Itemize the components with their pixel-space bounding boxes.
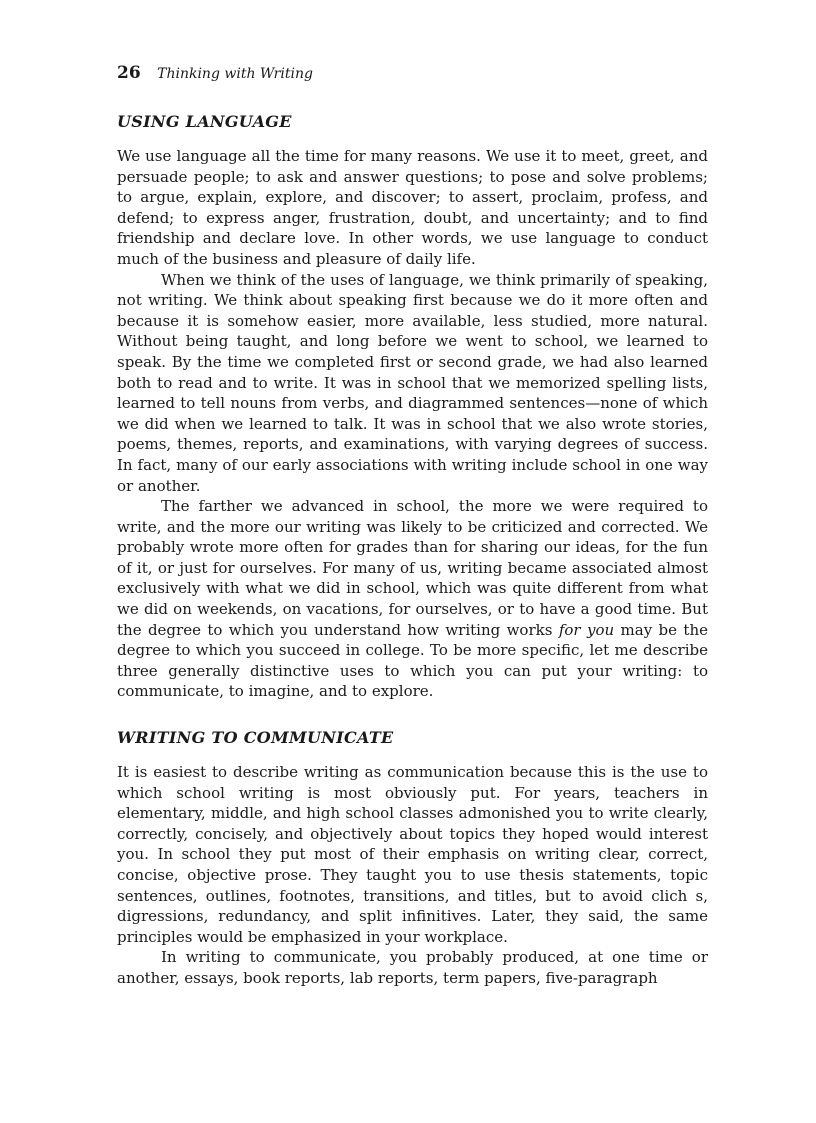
paragraph: It is easiest to describe writing as communication because this is the use to which school writing is most obviously put. For years, teachers in elementary, middle, and high school classes admonished you to write clearly, correctly, concisely, and objectively about topics they hoped would interest you. In school they put most of their emphasis on writing clear, correct, concise, objective prose. They taught you to use thesis statements, topic sentences, outlines, footnotes, transitions, and titles, but to avoid clich s, digressions, redundancy, and split infinitives. Later, they said, the same principles would be emphasized in your workplace. <box>117 763 708 946</box>
paragraph-text: The farther we advanced in school, the more we were required to write, and the more our writing was likely to be criticized and corrected. We probably wrote more often for grades than for sharing our ideas, for the fun of it, or just for ourselves. For many of us, writing became associated almost exclusively with what we did in school, which was quite different from what we did on weekends, on vacations, for ourselves, or to have a good time. But the degree to which you understand how writing works <box>117 497 708 639</box>
running-title: Thinking with Writing <box>157 66 313 82</box>
book-page <box>117 60 708 989</box>
section-heading-writing-to-communicate: WRITING TO COMMUNICATE <box>117 728 394 748</box>
page-number: 26 <box>117 63 141 83</box>
paragraph: We use language all the time for many reasons. We use it to meet, greet, and persuade people; to ask and answer questions; to pose and solve problems; to argue, explain, explore, and discover; to assert, proclaim, profess, and defend; to express anger, frustration, doubt, and uncertainty; and to find friendship and declare love. In other words, we use language to conduct much of the business and pleasure of daily life. <box>117 147 708 268</box>
section-heading-using-language: USING LANGUAGE <box>117 112 292 131</box>
running-head <box>117 60 708 86</box>
paragraph: When we think of the uses of language, we think primarily of speaking, not writing. We think about speaking first because we do it more often and because it is somehow easier, more available, less studied, more natural. Without being taught, and long before we went to school, we learned to speak. By the time we completed first or second grade, we had also learned both to read and to write. It was in school that we memorized spelling lists, learned to tell nouns from verbs, and diagrammed sentences—none of which we did when we learned to talk. It was in school that we also wrote stories, poems, themes, reports, and examinations, with varying degrees of success. In fact, many of our early associations with writing include school in one way or another. <box>117 270 708 495</box>
paragraph: In writing to communicate, you probably produced, at one time or another, essays, book reports, lab reports, term papers, five-paragraph <box>117 948 708 987</box>
paragraph-text: may be the degree to which you succeed in college. To be more specific, let me describe three generally distinctive uses to which you can put your writing: to communicate, to imagine, and to explore. <box>117 620 708 701</box>
paragraph <box>117 496 708 702</box>
emphasis-text: for you <box>558 620 615 639</box>
